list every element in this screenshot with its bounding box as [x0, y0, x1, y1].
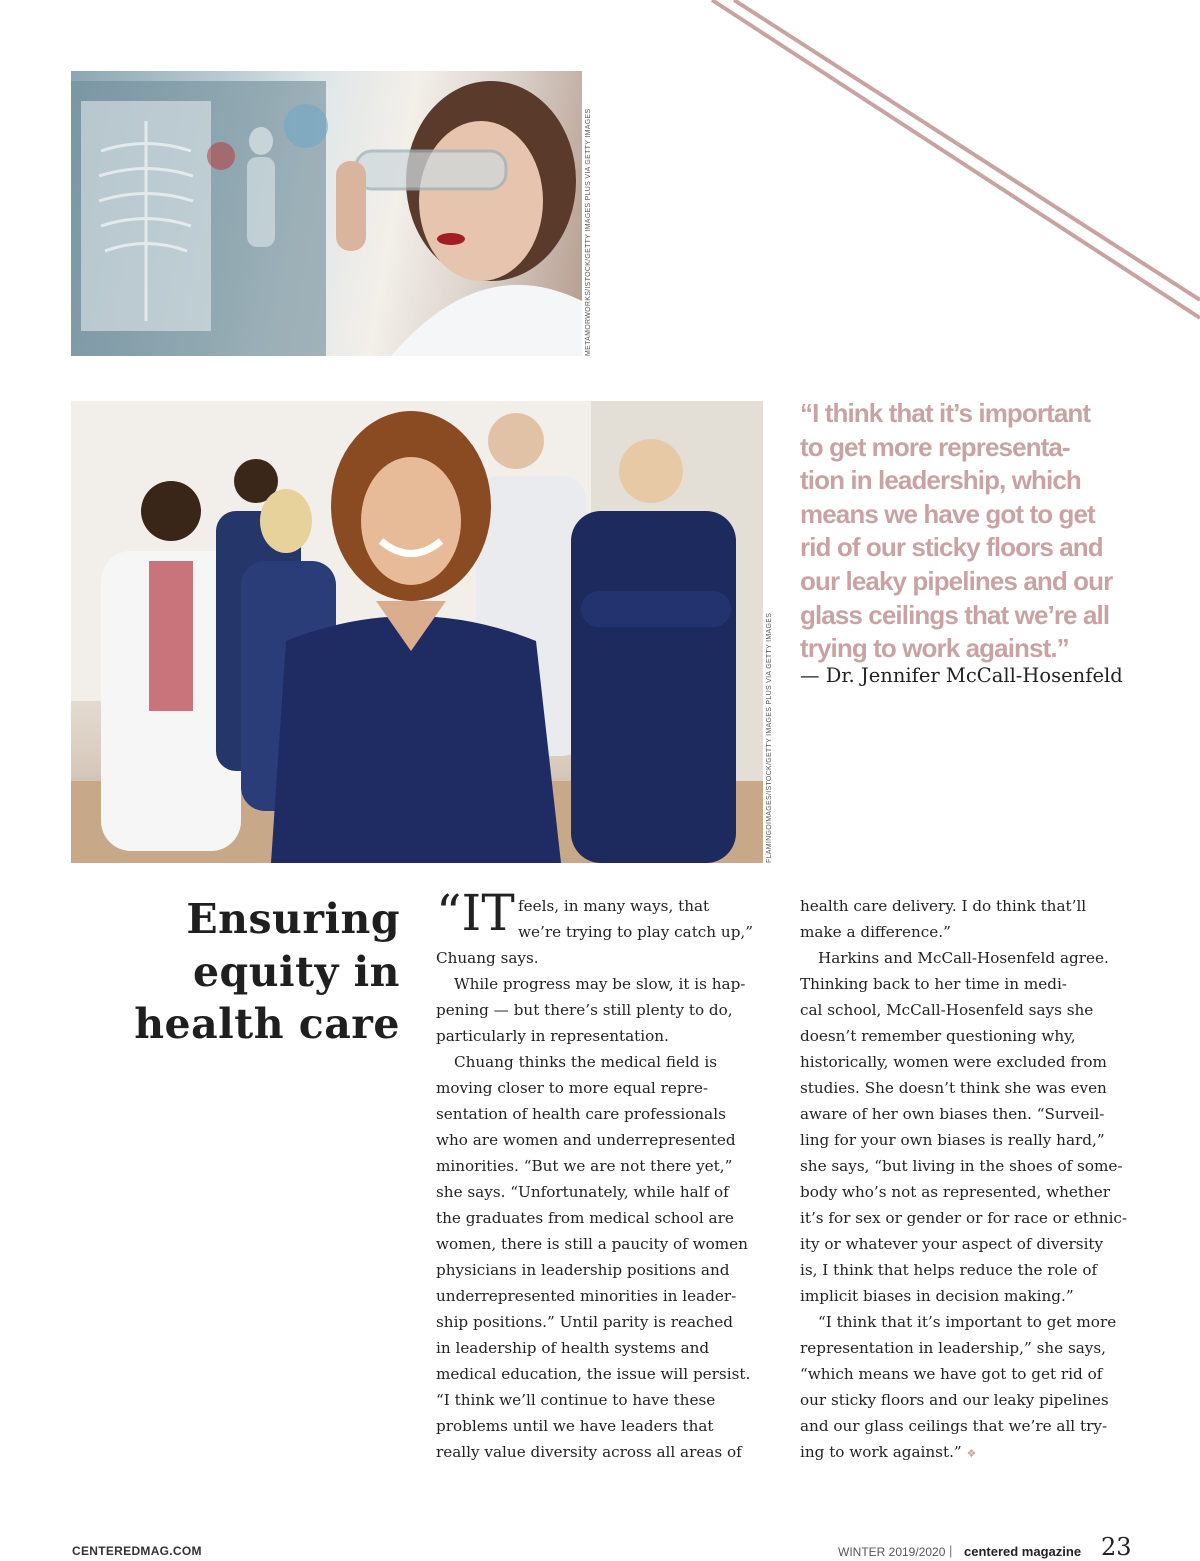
article-column-1	[436, 893, 771, 1465]
end-mark-icon: ❖	[966, 1447, 977, 1460]
body-line: ship positions.” Until parity is reached	[436, 1313, 734, 1331]
body-line: is, I think that helps reduce the role of	[800, 1261, 1098, 1279]
body-line: Chuang thinks the medical field is	[454, 1053, 718, 1071]
body-line: minorities. “But we are not there yet,”	[436, 1157, 733, 1175]
body-line: the graduates from medical school are	[436, 1209, 734, 1227]
body-line: ling for your own biases is really hard,”	[800, 1131, 1105, 1149]
body-line: While progress may be slow, it is hap-	[454, 975, 746, 993]
body-line-last	[800, 1439, 1145, 1465]
body-line: pening — but there’s still plenty to do,	[436, 1001, 733, 1019]
pull-quote-line: trying to work against.”	[800, 633, 1069, 664]
body-line: and our glass ceilings that we’re all try-	[800, 1417, 1108, 1435]
pull-quote-line: tion in leadership, which	[800, 465, 1081, 496]
body-line: cal school, McCall-Hosenfeld says she	[800, 1001, 1094, 1019]
footer-magazine-name: centered magazine	[964, 1544, 1082, 1559]
body-line: women, there is still a paucity of women	[436, 1235, 748, 1253]
article-headline	[100, 893, 400, 1051]
footer-website: CENTEREDMAG.COM	[72, 1544, 202, 1558]
medical-team-photo	[71, 401, 763, 863]
body-line: studies. She doesn’t think she was even	[800, 1079, 1107, 1097]
body-line: underrepresented minorities in leader-	[436, 1287, 737, 1305]
body-line: “which means we have got to get rid of	[800, 1365, 1103, 1383]
scientist-photo	[71, 71, 582, 356]
body-line: doesn’t remember questioning why,	[800, 1027, 1076, 1045]
body-line: it’s for sex or gender or for race or ethnic-	[800, 1209, 1128, 1227]
headline-line: Ensuring	[186, 895, 400, 943]
body-line: “I think that it’s important to get more	[818, 1313, 1117, 1331]
pull-quote	[800, 397, 1145, 666]
article-column-2	[800, 893, 1145, 1465]
photo-credit-top: METAMORWORKS/ISTOCK/GETTY IMAGES PLUS VIA GETTY IMAGES	[585, 108, 592, 356]
photo-credit-team: FLAMINGOIMAGES/ISTOCK/GETTY IMAGES PLUS VIA GETTY IMAGES	[766, 612, 773, 863]
pull-quote-line: means we have got to get	[800, 498, 1095, 529]
body-line: we’re trying to play catch up,”	[518, 923, 754, 941]
pull-quote-line: our leaky pipelines and our	[800, 565, 1113, 596]
body-line: body who’s not as represented, whether	[800, 1183, 1111, 1201]
body-line: historically, women were excluded from	[800, 1053, 1107, 1071]
footer-separator: |	[949, 1543, 953, 1558]
body-line: in leadership of health systems and	[436, 1339, 710, 1357]
pull-quote-line: glass ceilings that we’re all	[800, 599, 1110, 630]
pull-quote-attribution: — Dr. Jennifer McCall-Hosenfeld	[800, 664, 1123, 687]
body-line: ity or whatever your aspect of diversity	[800, 1235, 1104, 1253]
body-line: “I think we’ll continue to have these	[436, 1391, 716, 1409]
body-line: Thinking back to her time in medi-	[800, 975, 1067, 993]
body-line: Chuang says.	[436, 949, 539, 967]
body-line: she says. “Unfortunately, while half of	[436, 1183, 729, 1201]
body-line: implicit biases in decision making.”	[800, 1287, 1074, 1305]
body-line: really value diversity across all areas of	[436, 1443, 742, 1461]
body-line-text: ing to work against.”	[800, 1443, 962, 1461]
body-line: aware of her own biases then. “Surveil-	[800, 1105, 1105, 1123]
body-line: Harkins and McCall-Hosenfeld agree.	[818, 949, 1109, 967]
body-line: sentation of health care professionals	[436, 1105, 726, 1123]
body-line: she says, “but living in the shoes of some-	[800, 1157, 1123, 1175]
body-line: physicians in leadership positions and	[436, 1261, 730, 1279]
pull-quote-line: rid of our sticky floors and	[800, 532, 1103, 563]
body-line: feels, in many ways, that	[518, 897, 710, 915]
body-line: problems until we have leaders that	[436, 1417, 714, 1435]
headline-line: equity in	[192, 947, 400, 996]
pull-quote-line: “I think that it’s important	[800, 398, 1091, 428]
body-line: medical education, the issue will persist.	[436, 1365, 751, 1383]
drop-cap: “IT	[436, 884, 515, 942]
headline-line: health care	[134, 1000, 400, 1048]
body-line: make a difference.”	[800, 923, 951, 941]
body-line: who are women and underrepresented	[436, 1131, 736, 1149]
body-line: moving closer to more equal repre-	[436, 1079, 708, 1097]
body-line: health care delivery. I do think that’ll	[800, 897, 1087, 915]
body-line: our sticky floors and our leaky pipelines	[800, 1391, 1109, 1409]
page-number: 23	[1101, 1533, 1132, 1561]
footer-issue: WINTER 2019/2020	[838, 1545, 946, 1559]
pull-quote-line: to get more representa-	[800, 431, 1070, 462]
body-line: particularly in representation.	[436, 1027, 669, 1045]
body-line: representation in leadership,” she says,	[800, 1339, 1107, 1357]
